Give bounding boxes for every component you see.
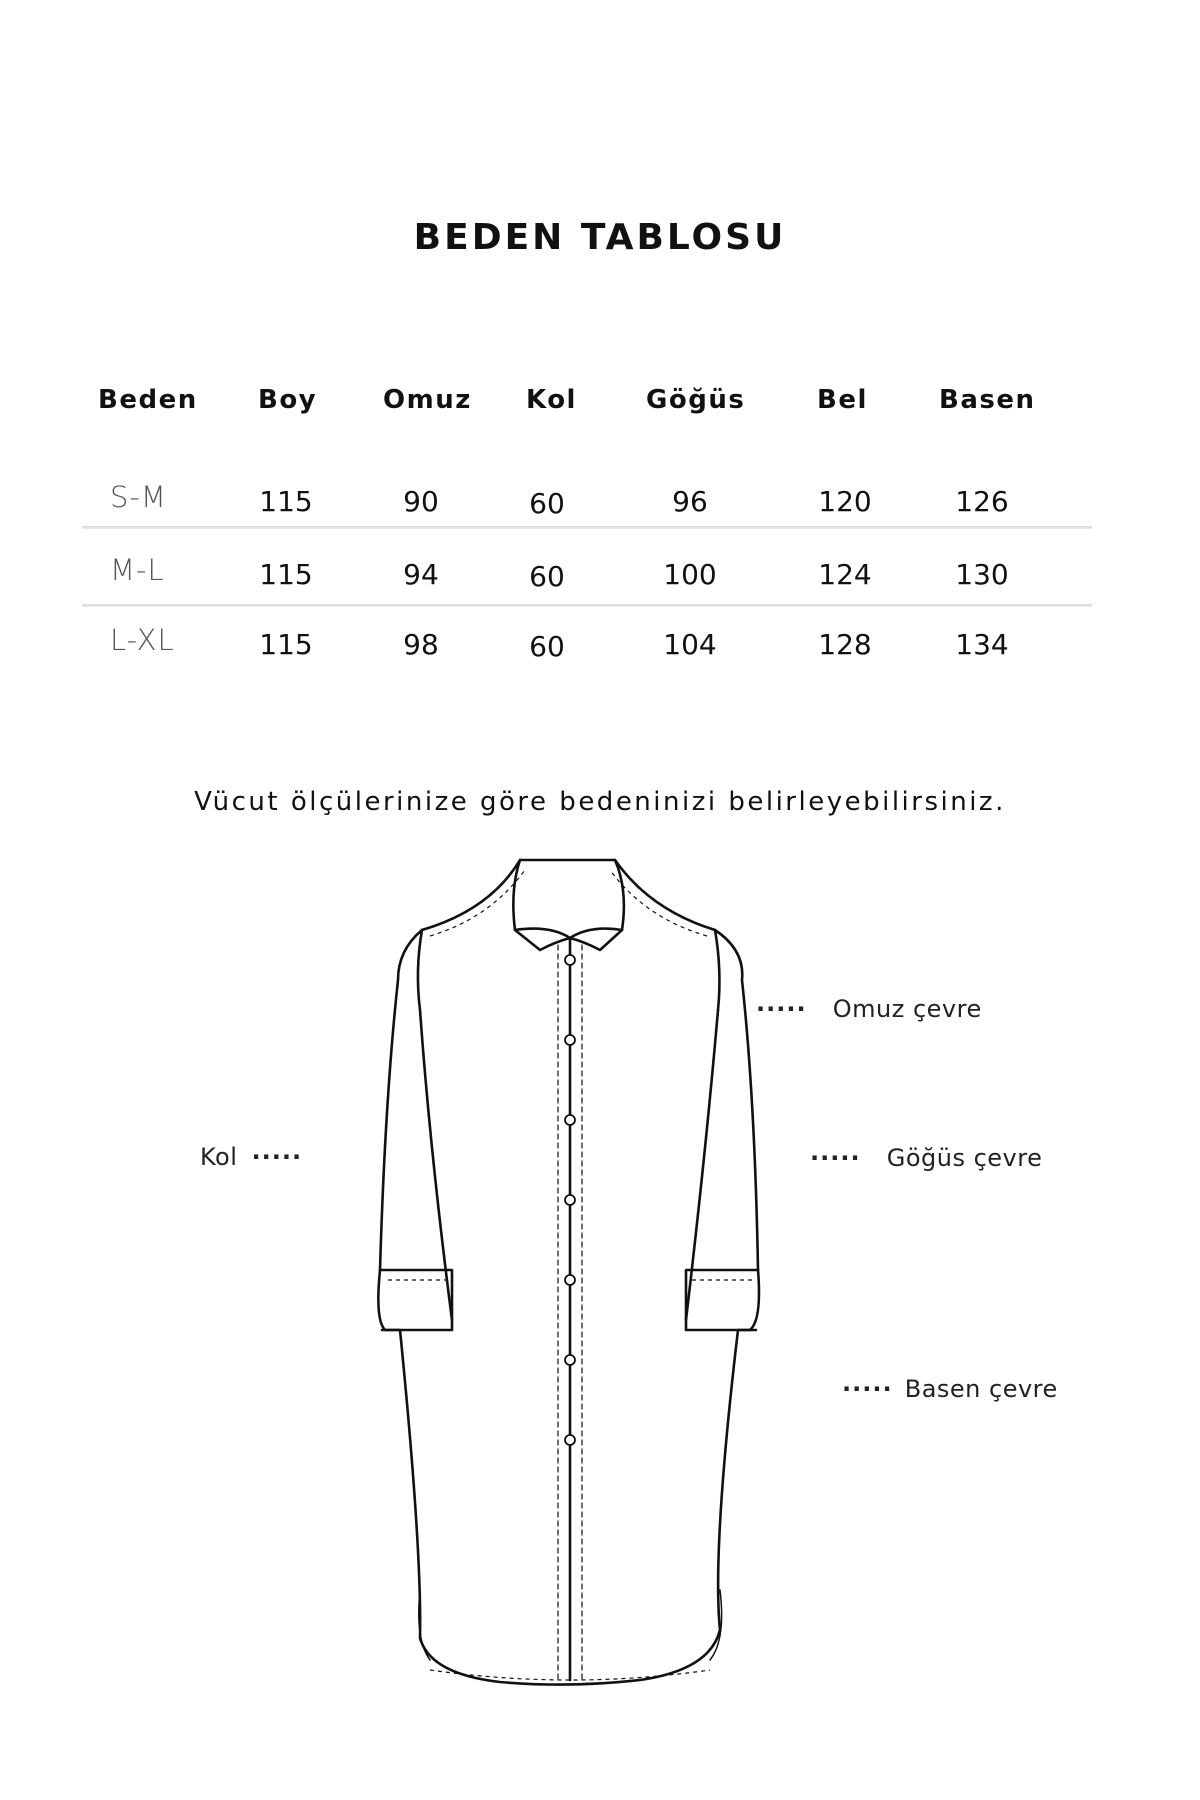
row-size-label: M-L bbox=[110, 553, 165, 587]
table-cell: 134 bbox=[955, 628, 1009, 661]
gogus-cevre-text: Göğüs çevre bbox=[886, 1144, 1043, 1172]
table-cell: 90 bbox=[403, 485, 439, 518]
omuz-cevre-text: Omuz çevre bbox=[832, 995, 982, 1023]
table-cell: 120 bbox=[818, 485, 872, 518]
row-size-label: S-M bbox=[110, 480, 167, 514]
table-cell: 100 bbox=[663, 558, 717, 591]
kol-text: Kol bbox=[200, 1143, 238, 1171]
basen-cevre-label bbox=[842, 1375, 1058, 1403]
row-size-label: L-XL bbox=[110, 623, 175, 657]
header-basen: Basen bbox=[939, 385, 1036, 415]
table-cell: 96 bbox=[672, 485, 708, 518]
dots-icon: ····· bbox=[842, 1375, 893, 1403]
header-bel: Bel bbox=[817, 385, 868, 415]
table-cell: 98 bbox=[403, 628, 439, 661]
table-cell: 115 bbox=[259, 558, 313, 591]
subtitle: Vücut ölçülerinize göre bedeninizi belirleyebilirsiniz. bbox=[194, 787, 1006, 817]
header-omuz: Omuz bbox=[383, 385, 472, 415]
table-cell: 115 bbox=[259, 628, 313, 661]
table-cell: 104 bbox=[663, 628, 717, 661]
gogus-cevre-label bbox=[810, 1144, 1042, 1172]
size-table bbox=[0, 0, 1200, 700]
row-divider bbox=[82, 526, 1092, 529]
dots-icon: ····· bbox=[251, 1143, 303, 1171]
basen-cevre-text: Basen çevre bbox=[904, 1375, 1058, 1403]
table-cell: 115 bbox=[259, 485, 313, 518]
row-divider bbox=[82, 604, 1092, 607]
page-title: BEDEN TABLOSU bbox=[413, 217, 787, 258]
header-boy: Boy bbox=[258, 385, 318, 415]
header-beden: Beden bbox=[98, 385, 198, 415]
kol-label bbox=[200, 1143, 302, 1171]
dots-icon: ····· bbox=[756, 995, 807, 1023]
table-cell: 60 bbox=[529, 560, 565, 593]
table-cell: 128 bbox=[818, 628, 872, 661]
shirt-dress-sketch-icon bbox=[360, 850, 780, 1690]
table-cell: 60 bbox=[529, 487, 565, 520]
table-cell: 94 bbox=[403, 558, 439, 591]
table-cell: 126 bbox=[955, 485, 1009, 518]
table-cell: 124 bbox=[818, 558, 872, 591]
header-kol: Kol bbox=[526, 385, 577, 415]
table-cell: 130 bbox=[955, 558, 1009, 591]
dots-icon: ····· bbox=[810, 1144, 861, 1172]
omuz-cevre-label bbox=[756, 995, 982, 1023]
table-cell: 60 bbox=[529, 630, 565, 663]
header-gogus: Göğüs bbox=[646, 385, 746, 415]
